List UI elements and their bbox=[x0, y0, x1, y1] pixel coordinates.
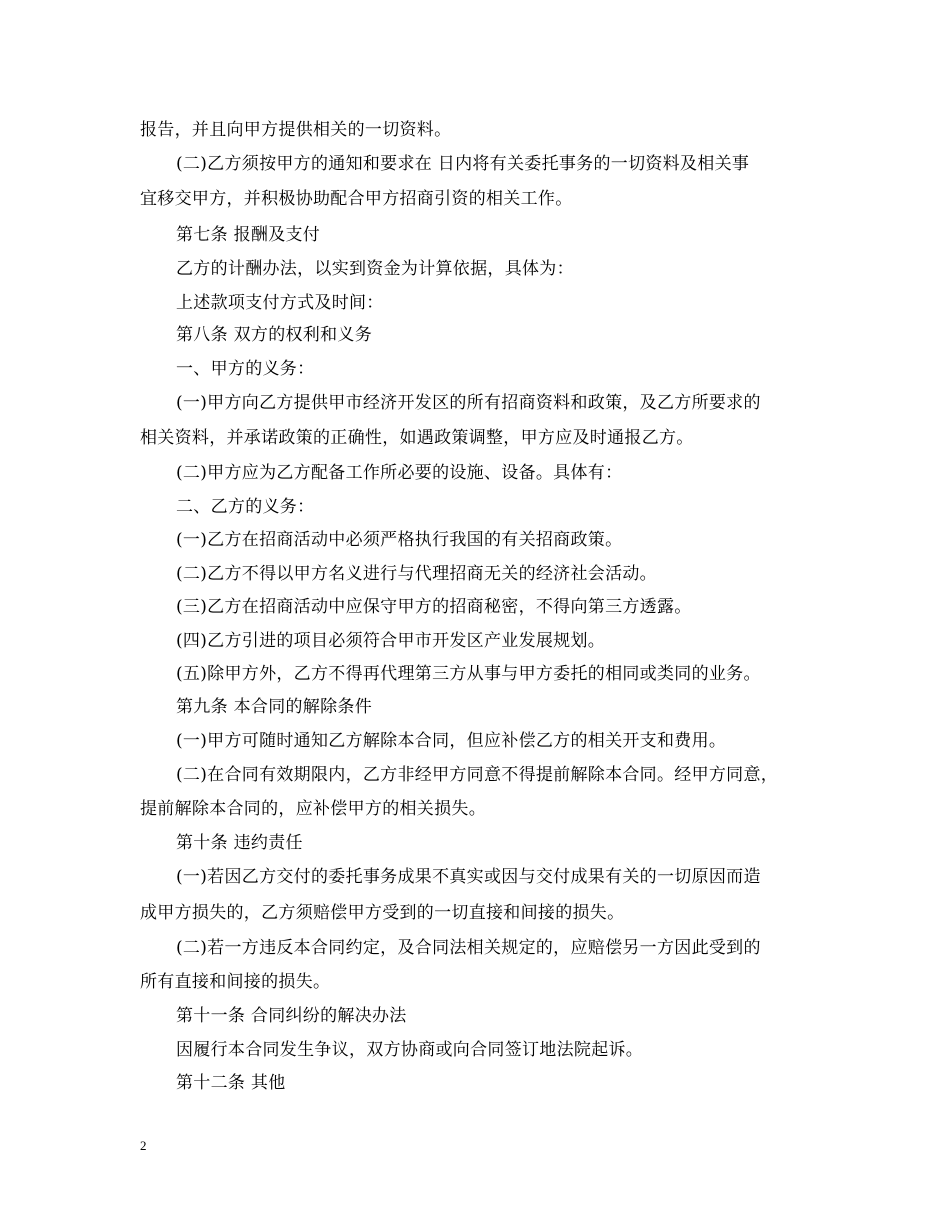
subsection-heading: 二、乙方的义务： bbox=[176, 497, 315, 517]
paragraph-line: (三)乙方在招商活动中应保守甲方的招商秘密，不得向第三方透露。 bbox=[176, 597, 692, 617]
paragraph-line: 所有直接和间接的损失。 bbox=[140, 972, 331, 992]
paragraph-line: 成甲方损失的，乙方须赔偿甲方受到的一切直接和间接的损失。 bbox=[140, 903, 625, 923]
section-heading: 第十条 违约责任 bbox=[176, 833, 303, 853]
paragraph-line: 上述款项支付方式及时间： bbox=[176, 293, 384, 313]
paragraph-line: (二)在合同有效期限内，乙方非经甲方同意不得提前解除本合同。经甲方同意， bbox=[176, 765, 779, 785]
paragraph-line: (二)乙方不得以甲方名义进行与代理招商无关的经济社会活动。 bbox=[176, 564, 657, 584]
paragraph-line: (一)乙方在招商活动中必须严格执行我国的有关招商政策。 bbox=[176, 530, 623, 550]
paragraph-line: (二)乙方须按甲方的通知和要求在 日内将有关委托事务的一切资料及相关事 bbox=[176, 154, 750, 174]
paragraph-line: (五)除甲方外，乙方不得再代理第三方从事与甲方委托的相同或类同的业务。 bbox=[176, 664, 761, 684]
paragraph-line: 宜移交甲方，并积极协助配合甲方招商引资的相关工作。 bbox=[140, 189, 573, 209]
page-number: 2 bbox=[140, 1138, 147, 1153]
paragraph-line: (二)若一方违反本合同约定，及合同法相关规定的，应赔偿另一方因此受到的 bbox=[176, 938, 761, 958]
paragraph-line: (一)甲方向乙方提供甲市经济开发区的所有招商资料和政策，及乙方所要求的 bbox=[176, 393, 761, 413]
section-heading: 第九条 本合同的解除条件 bbox=[176, 697, 373, 717]
section-heading: 第十一条 合同纠纷的解决办法 bbox=[176, 1006, 407, 1026]
section-heading: 第八条 双方的权利和义务 bbox=[176, 325, 373, 345]
section-heading: 第十二条 其他 bbox=[176, 1073, 286, 1093]
paragraph-line: (一)甲方可随时通知乙方解除本合同，但应补偿乙方的相关开支和费用。 bbox=[176, 731, 727, 751]
paragraph-line: 报告，并且向甲方提供相关的一切资料。 bbox=[140, 120, 452, 140]
paragraph-line: (一)若因乙方交付的委托事务成果不真实或因与交付成果有关的一切原因而造 bbox=[176, 867, 761, 887]
paragraph-line: 提前解除本合同的，应补偿甲方的相关损失。 bbox=[140, 799, 486, 819]
subsection-heading: 一、甲方的义务： bbox=[176, 359, 315, 379]
paragraph-line: 乙方的计酬办法，以实到资金为计算依据，具体为： bbox=[176, 259, 574, 279]
paragraph-line: (二)甲方应为乙方配备工作所必要的设施、设备。具体有： bbox=[176, 463, 623, 483]
paragraph-line: (四)乙方引进的项目必须符合甲市开发区产业发展规划。 bbox=[176, 631, 606, 651]
paragraph-line: 因履行本合同发生争议，双方协商或向合同签订地法院起诉。 bbox=[176, 1040, 644, 1060]
paragraph-line: 相关资料，并承诺政策的正确性，如遇政策调整，甲方应及时通报乙方。 bbox=[140, 428, 694, 448]
section-heading: 第七条 报酬及支付 bbox=[176, 225, 321, 245]
